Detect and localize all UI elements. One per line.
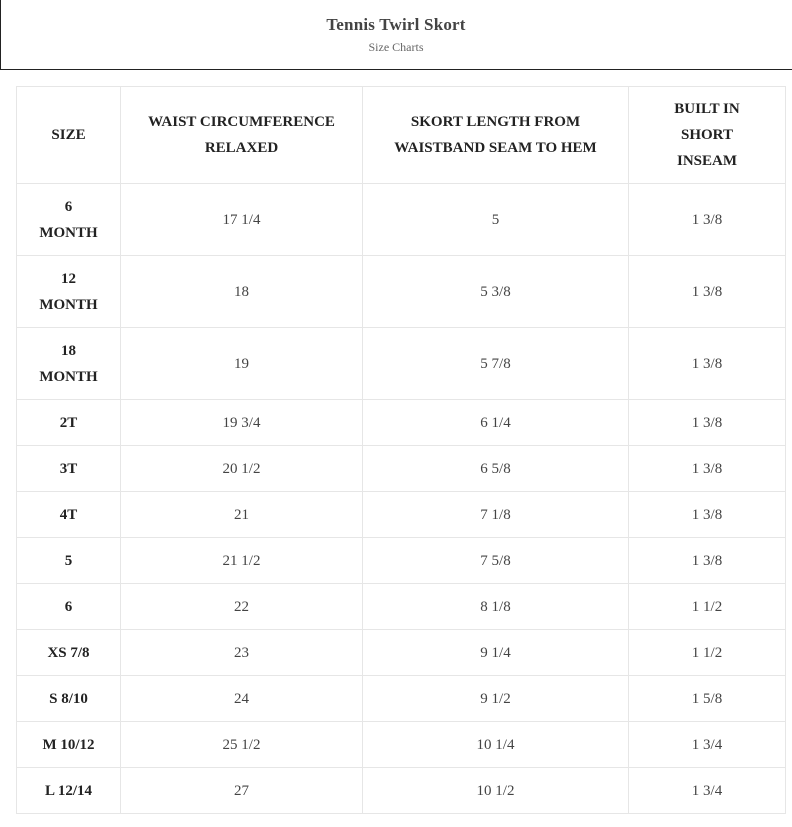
inseam-cell: 1 3/8	[629, 184, 786, 256]
inseam-cell: 1 3/8	[629, 446, 786, 492]
waist-cell: 20 1/2	[121, 446, 363, 492]
table-row	[17, 768, 786, 814]
skort-length-cell: 8 1/8	[363, 584, 629, 630]
skort-length-cell: 6 5/8	[363, 446, 629, 492]
waist-cell: 25 1/2	[121, 722, 363, 768]
size-cell: 12 MONTH	[17, 256, 121, 328]
inseam-cell: 1 1/2	[629, 630, 786, 676]
waist-cell: 23	[121, 630, 363, 676]
size-cell: 5	[17, 538, 121, 584]
table-row	[17, 630, 786, 676]
skort-length-cell: 7 5/8	[363, 538, 629, 584]
inseam-cell: 1 1/2	[629, 584, 786, 630]
table-row	[17, 584, 786, 630]
skort-length-cell: 5	[363, 184, 629, 256]
size-cell: M 10/12	[17, 722, 121, 768]
skort-length-cell: 10 1/4	[363, 722, 629, 768]
inseam-cell: 1 3/4	[629, 722, 786, 768]
waist-cell: 22	[121, 584, 363, 630]
skort-length-cell: 5 3/8	[363, 256, 629, 328]
table-row	[17, 492, 786, 538]
size-cell: 6 MONTH	[17, 184, 121, 256]
skort-length-cell: 9 1/2	[363, 676, 629, 722]
size-charts-subtitle: Size Charts	[368, 40, 424, 54]
inseam-cell: 1 5/8	[629, 676, 786, 722]
size-chart-header	[0, 0, 792, 70]
table-row	[17, 256, 786, 328]
column-header-inseam: BUILT IN SHORT INSEAM	[629, 87, 786, 184]
size-cell: 3T	[17, 446, 121, 492]
inseam-cell: 1 3/8	[629, 400, 786, 446]
size-chart-table	[16, 86, 786, 814]
waist-cell: 24	[121, 676, 363, 722]
column-header-waist: WAIST CIRCUMFERENCE RELAXED	[121, 87, 363, 184]
inseam-cell: 1 3/8	[629, 538, 786, 584]
column-header-size: SIZE	[17, 87, 121, 184]
waist-cell: 18	[121, 256, 363, 328]
table-header-row	[17, 87, 786, 184]
inseam-cell: 1 3/4	[629, 768, 786, 814]
waist-cell: 17 1/4	[121, 184, 363, 256]
size-cell: 18 MONTH	[17, 328, 121, 400]
table-row	[17, 328, 786, 400]
size-chart-table-container	[16, 86, 785, 814]
table-row	[17, 676, 786, 722]
table-row	[17, 184, 786, 256]
skort-length-cell: 5 7/8	[363, 328, 629, 400]
waist-cell: 19 3/4	[121, 400, 363, 446]
inseam-cell: 1 3/8	[629, 492, 786, 538]
product-title: Tennis Twirl Skort	[326, 15, 466, 34]
size-cell: L 12/14	[17, 768, 121, 814]
size-cell: 4T	[17, 492, 121, 538]
waist-cell: 21 1/2	[121, 538, 363, 584]
inseam-cell: 1 3/8	[629, 256, 786, 328]
table-row	[17, 446, 786, 492]
size-cell: S 8/10	[17, 676, 121, 722]
column-header-skort-length: SKORT LENGTH FROM WAISTBAND SEAM TO HEM	[363, 87, 629, 184]
size-cell: 2T	[17, 400, 121, 446]
size-cell: XS 7/8	[17, 630, 121, 676]
waist-cell: 27	[121, 768, 363, 814]
skort-length-cell: 7 1/8	[363, 492, 629, 538]
table-row	[17, 538, 786, 584]
table-row	[17, 722, 786, 768]
inseam-cell: 1 3/8	[629, 328, 786, 400]
waist-cell: 19	[121, 328, 363, 400]
skort-length-cell: 10 1/2	[363, 768, 629, 814]
skort-length-cell: 6 1/4	[363, 400, 629, 446]
size-cell: 6	[17, 584, 121, 630]
waist-cell: 21	[121, 492, 363, 538]
table-row	[17, 400, 786, 446]
skort-length-cell: 9 1/4	[363, 630, 629, 676]
